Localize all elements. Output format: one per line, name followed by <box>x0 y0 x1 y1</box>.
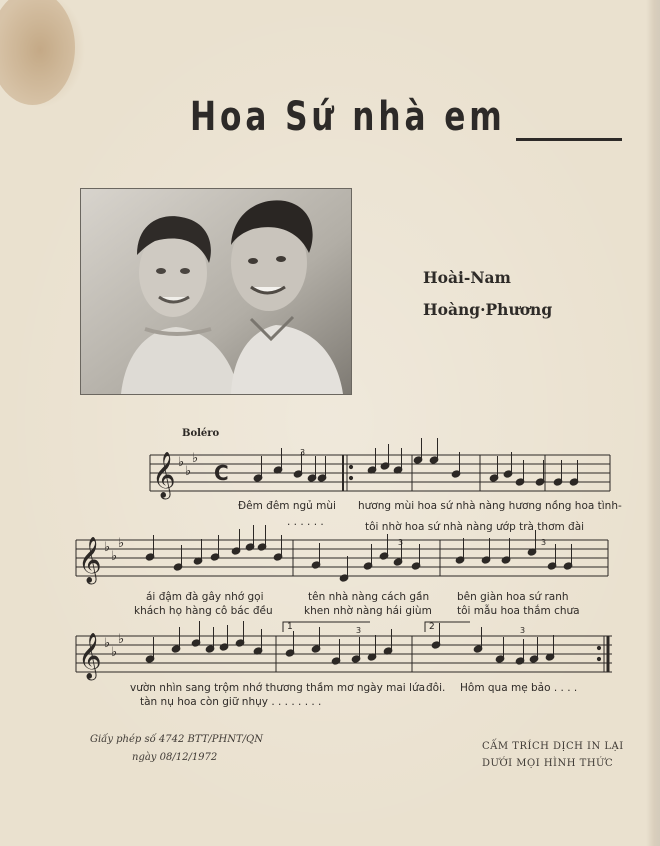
tempo-marking: Boléro <box>182 428 220 439</box>
flat-icon: ♭ <box>192 451 199 466</box>
staff-2 <box>76 540 608 576</box>
flat-icon: ♭ <box>185 464 192 479</box>
common-time-icon: C <box>214 461 229 485</box>
treble-clef-icon: 𝄞 <box>78 537 102 583</box>
permit-date: ngày 08/12/1972 <box>132 752 218 763</box>
composer-1: Hoài-Nam <box>423 268 511 287</box>
lyric-line: . . . . . . <box>287 516 324 528</box>
rights-notice: CẤM TRÍCH DỊCH IN LẠI <box>482 741 624 752</box>
svg-text:1: 1 <box>287 622 293 632</box>
flat-icon: ♭ <box>118 536 125 551</box>
svg-text:3: 3 <box>520 626 526 635</box>
treble-clef-icon: 𝄞 <box>152 452 176 498</box>
flat-icon: ♭ <box>118 632 125 647</box>
lyric-line: khách họ hàng cô bác đều <box>134 605 273 617</box>
flat-icon: ♭ <box>111 645 118 660</box>
staff-3 <box>76 622 612 672</box>
flat-icon: ♭ <box>104 636 111 651</box>
flat-icon: ♭ <box>104 540 111 555</box>
lyric-line: tàn nụ hoa còn giữ nhụy . . . . . . . . <box>140 696 322 708</box>
svg-text:2: 2 <box>429 622 435 632</box>
lyric-line: đôi. <box>426 682 446 694</box>
svg-text:3: 3 <box>541 538 547 547</box>
svg-text:3: 3 <box>300 448 306 457</box>
lyric-line: ái đậm đà gây nhớ gọi <box>146 591 264 603</box>
flat-icon: ♭ <box>111 549 118 564</box>
lyric-line: bên giàn hoa sứ ranh <box>457 591 569 603</box>
lyric-line: tôi nhờ hoa sứ nhà nàng ướp trà thơm đài <box>365 521 585 533</box>
rights-notice-2: DƯỚI MỌI HÌNH THỨC <box>482 758 614 769</box>
lyric-line: tôi mẫu hoa thắm chưa <box>457 605 580 617</box>
permit-number: Giấy phép số 4742 BTT/PHNT/QN <box>90 734 263 745</box>
composer-2: Hoàng·Phương <box>423 300 553 319</box>
treble-clef-icon: 𝄞 <box>78 633 102 679</box>
flat-icon: ♭ <box>178 455 185 470</box>
lyric-line: Hôm qua mẹ bảo . . . . <box>460 682 578 694</box>
lyric-line: khen nhờ nàng hái giùm <box>304 605 432 617</box>
lyric-line: hương mùi hoa sứ nhà nàng hương nồng hoa tình- <box>358 500 622 512</box>
svg-text:3: 3 <box>398 538 404 547</box>
song-title: Hoa Sứ nhà em <box>190 94 506 140</box>
lyric-line: Đêm đêm ngủ mùi <box>238 500 336 512</box>
svg-text:3: 3 <box>356 626 362 635</box>
lyric-line: tên nhà nàng cách gần <box>308 591 430 603</box>
lyric-line: vườn nhìn sang trộm nhớ thương thầm mơ ngày mai lứa <box>130 682 426 694</box>
